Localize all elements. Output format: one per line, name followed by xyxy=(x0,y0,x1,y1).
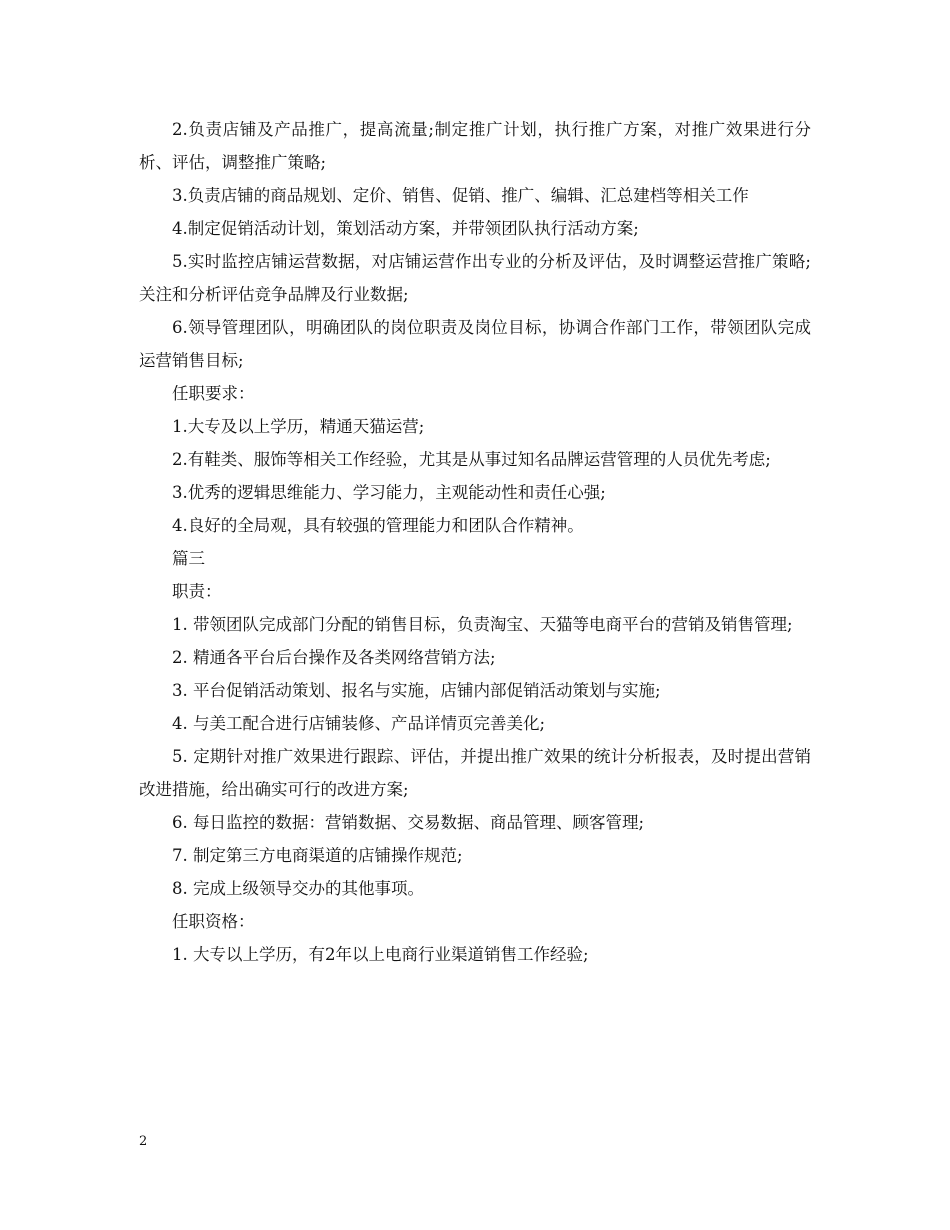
document-body xyxy=(139,113,811,971)
paragraph: 6.领导管理团队，明确团队的岗位职责及岗位目标，协调合作部门工作，带领团队完成运营销售目标; xyxy=(139,318,811,370)
paragraph: 1. 带领团队完成部门分配的销售目标，负责淘宝、天猫等电商平台的营销及销售管理; xyxy=(172,615,793,634)
paragraph: 5. 定期针对推广效果进行跟踪、评估，并提出推广效果的统计分析报表，及时提出营销改进措施，给出确实可行的改进方案; xyxy=(139,747,811,799)
paragraph: 2.有鞋类、服饰等相关工作经验，尤其是从事过知名品牌运营管理的人员优先考虑; xyxy=(172,450,771,469)
paragraph: 8. 完成上级领导交办的其他事项。 xyxy=(172,879,424,898)
paragraph: 6. 每日监控的数据：营销数据、交易数据、商品管理、顾客管理; xyxy=(172,813,645,832)
paragraph: 7. 制定第三方电商渠道的店铺操作规范; xyxy=(172,846,463,865)
paragraph: 3.负责店铺的商品规划、定价、销售、促销、推广、编辑、汇总建档等相关工作 xyxy=(172,186,749,205)
paragraph: 1. 大专以上学历，有2年以上电商行业渠道销售工作经验; xyxy=(172,945,589,964)
paragraph: 3.优秀的逻辑思维能力、学习能力，主观能动性和责任心强; xyxy=(172,483,606,502)
paragraph: 4. 与美工配合进行店铺装修、产品详情页完善美化; xyxy=(172,714,546,733)
paragraph: 5.实时监控店铺运营数据，对店铺运营作出专业的分析及评估，及时调整运营推广策略;关注和分析评估竞争品牌及行业数据; xyxy=(139,252,811,304)
paragraph: 2.负责店铺及产品推广，提高流量;制定推广计划，执行推广方案，对推广效果进行分析、评估，调整推广策略; xyxy=(139,120,811,172)
section-heading: 任职要求： xyxy=(172,384,255,403)
paragraph: 3. 平台促销活动策划、报名与实施，店铺内部促销活动策划与实施; xyxy=(172,681,661,700)
section-heading: 任职资格： xyxy=(172,912,255,931)
section-heading: 职责： xyxy=(172,582,222,601)
paragraph: 1.大专及以上学历，精通天猫运营; xyxy=(172,417,425,436)
page-number: 2 xyxy=(139,1134,148,1149)
section-heading: 篇三 xyxy=(172,549,205,568)
paragraph: 4.制定促销活动计划，策划活动方案，并带领团队执行活动方案; xyxy=(172,219,639,238)
paragraph: 2. 精通各平台后台操作及各类网络营销方法; xyxy=(172,648,496,667)
paragraph: 4.良好的全局观，具有较强的管理能力和团队合作精神。 xyxy=(172,516,584,535)
